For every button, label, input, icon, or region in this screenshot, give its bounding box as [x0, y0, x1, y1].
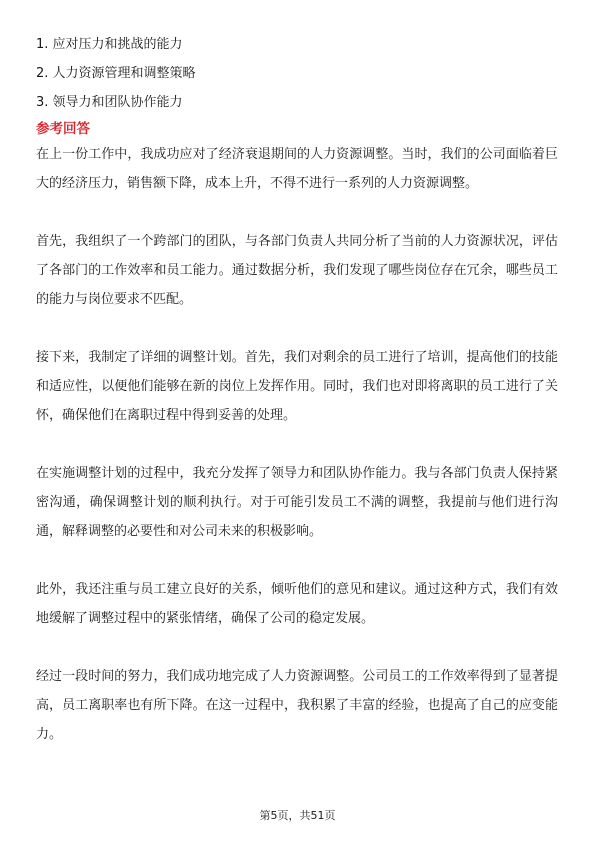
page-content	[36, 30, 558, 749]
paragraph: 在实施调整计划的过程中，我充分发挥了领导力和团队协作能力。我与各部门负责人保持紧密沟通，确保调整计划的顺利执行。对于可能引发员工不满的调整，我提前与他们进行沟通，解释调整的必要性和对公司未来的积极影响。	[36, 466, 558, 539]
answer-heading: 参考回答	[36, 121, 90, 137]
list-item: 1. 应对压力和挑战的能力	[36, 37, 183, 52]
paragraph: 首先，我组织了一个跨部门的团队，与各部门负责人共同分析了当前的人力资源状况，评估了各部门的工作效率和员工能力。通过数据分析，我们发现了哪些岗位存在冗余，哪些员工的能力与岗位要求不匹配。	[36, 234, 558, 307]
list-item: 2. 人力资源管理和调整策略	[36, 66, 196, 81]
list-item: 3. 领导力和团队协作能力	[36, 95, 183, 110]
paragraph: 在上一份工作中，我成功应对了经济衰退期间的人力资源调整。当时，我们的公司面临着巨大的经济压力，销售额下降，成本上升，不得不进行一系列的人力资源调整。	[36, 147, 558, 191]
paragraph: 经过一段时间的努力，我们成功地完成了人力资源调整。公司员工的工作效率得到了显著提高，员工离职率也有所下降。在这一过程中，我积累了丰富的经验，也提高了自己的应变能力。	[36, 669, 558, 742]
paragraph: 接下来，我制定了详细的调整计划。首先，我们对剩余的员工进行了培训，提高他们的技能和适应性，以便他们能够在新的岗位上发挥作用。同时，我们也对即将离职的员工进行了关怀，确保他们在离职过程中得到妥善的处理。	[36, 350, 558, 423]
answer-body	[36, 140, 558, 749]
page-number: 第5页，共51页	[259, 809, 336, 822]
paragraph: 此外，我还注重与员工建立良好的关系，倾听他们的意见和建议。通过这种方式，我们有效地缓解了调整过程中的紧张情绪，确保了公司的稳定发展。	[36, 582, 558, 626]
